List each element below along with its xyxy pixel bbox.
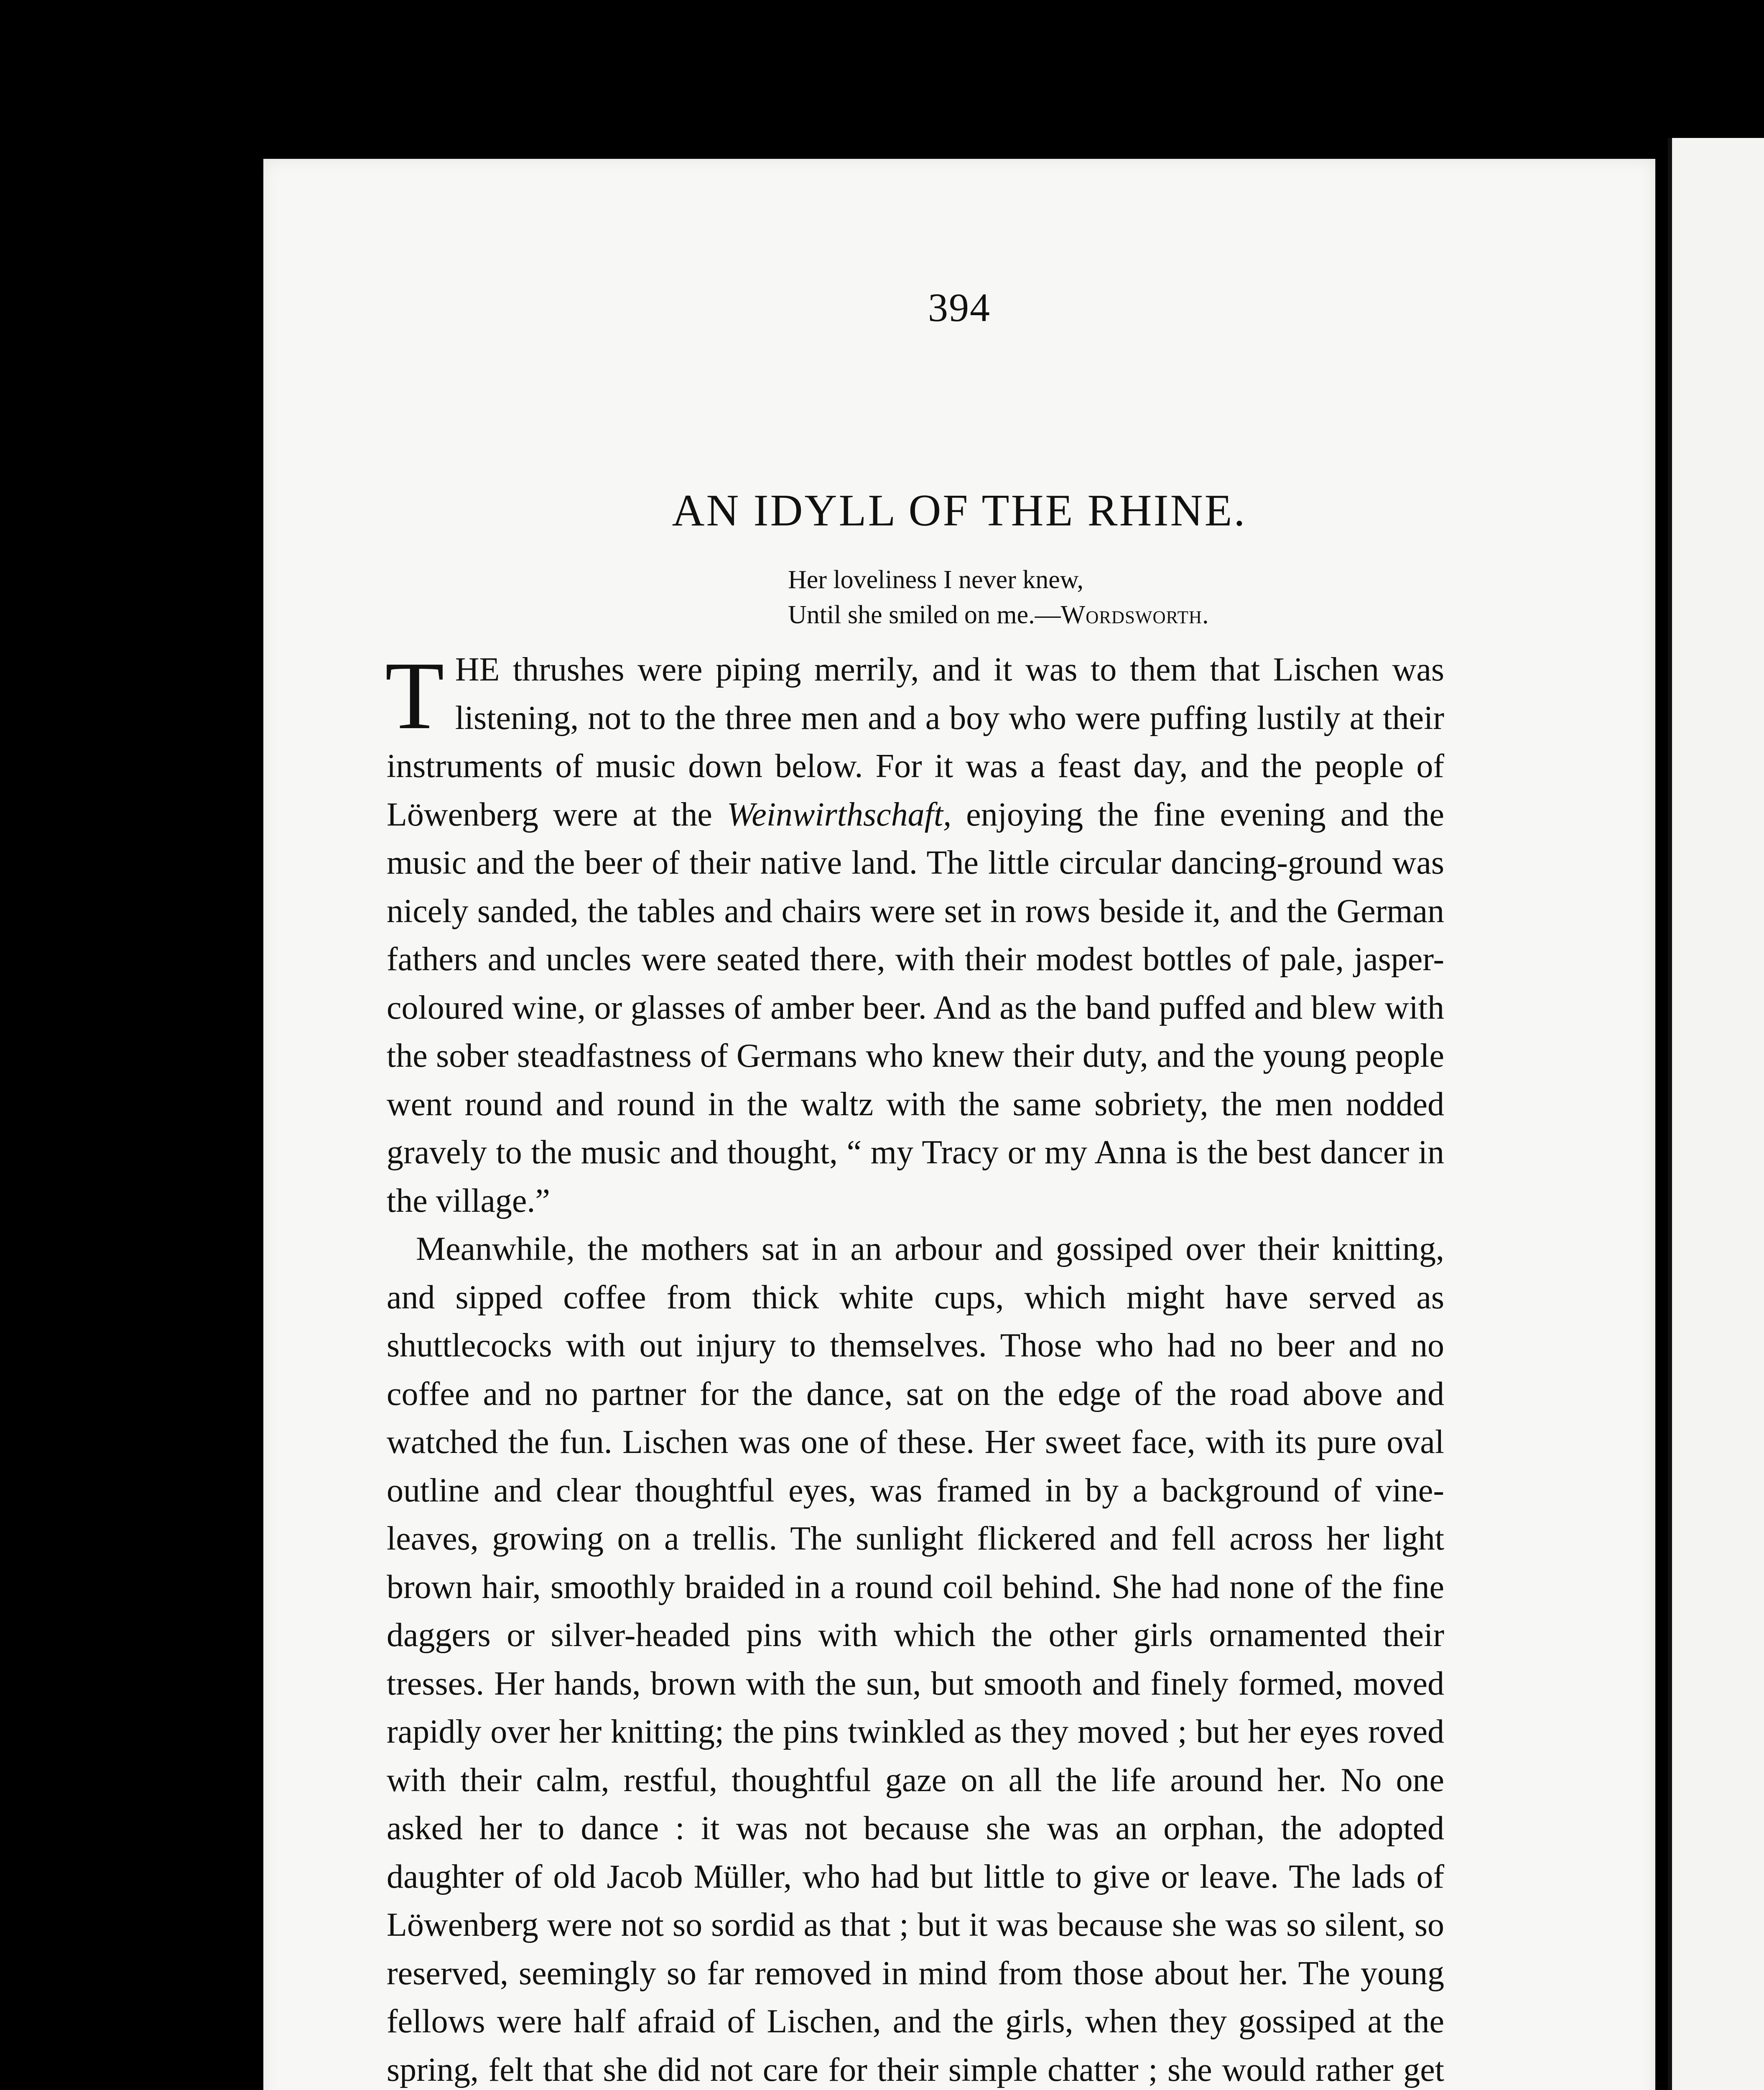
paragraph-1-lead: HE [455,651,500,688]
paragraph-1-italic: Weinwirthschaft, [727,796,952,833]
epigraph-line-1: Her loveliness I never knew, [788,566,1084,594]
epigraph-author: Wordsworth. [1060,601,1209,629]
paragraph-1 [385,642,1444,1225]
story-title: AN IDYLL OF THE RHINE. [672,486,1247,535]
drop-cap: T [385,642,444,749]
facing-page-edge [1668,138,1764,2090]
epigraph [788,562,1209,632]
paragraph-2: Meanwhile, the mothers sat in an arbour and gossiped over their knitting, and sipped coffee from thick white cups, which might have served as shuttlecocks with out injury to themselves. Those who had no beer and no coffee and no partner for the dance, sat on the edge of the road above and watched the fun. Lischen was one of these. Her sweet face, with its pure oval outline and clear thoughtful eyes, was framed in by a background of vine-leaves, growing on a trellis. The sunlight flickered and fell across her light brown hair, smoothly braided in a round coil behind. She had none of the fine daggers or silver-headed pins with which the other girls ornamented their tresses. Her hands, brown with the sun, but smooth and finely formed, moved rapidly over her knitting; the pins twinkled as they moved ; but her eyes roved with their calm, restful, thoughtful gaze on all the life around her. No one asked her to dance : it was not because she was an orphan, the adopted daughter of old Jacob Müller, who had but little to give or leave. The lads of Löwenberg were not so sordid as that ; but it was because she was so silent, so reserved, seemingly so far removed in mind from those about her. The young fellows were half afraid of Lischen, and the girls, when they gossiped at the spring, felt that she did not care for their simple chatter ; she would rather get [387,1231,1444,2088]
epigraph-line-2 [788,597,1209,632]
epigraph-line-2-text: Until she smiled on me.— [788,601,1061,629]
paragraph-1-text-a: thrushes were piping merrily, and it was to them that Lischen was listening, not to the three men and a boy who were puffing lustily at their instruments of music down below. For it was a feast day, and the people of Löwenberg were at the [387,651,1444,833]
page-number: 394 [928,285,991,330]
paragraph-1-text-b: enjoying the fine evening and the music and the beer of their native land. The little circular dancing-ground was nicely sanded, the tables and chairs were set in rows beside it, and the German fathers and uncles were seated there, with their modest bottles of pale, jasper-coloured wine, or glasses of amber beer. And as the band puffed and blew with the sober steadfastness of Germans who knew their duty, and the young people went round and round in the waltz with the same sobriety, the men nodded gravely to the music and thought, “ my Tracy or my Anna is the best dancer in the village.” [387,796,1444,1219]
book-page [263,159,1655,2090]
story-body [385,642,1444,2090]
